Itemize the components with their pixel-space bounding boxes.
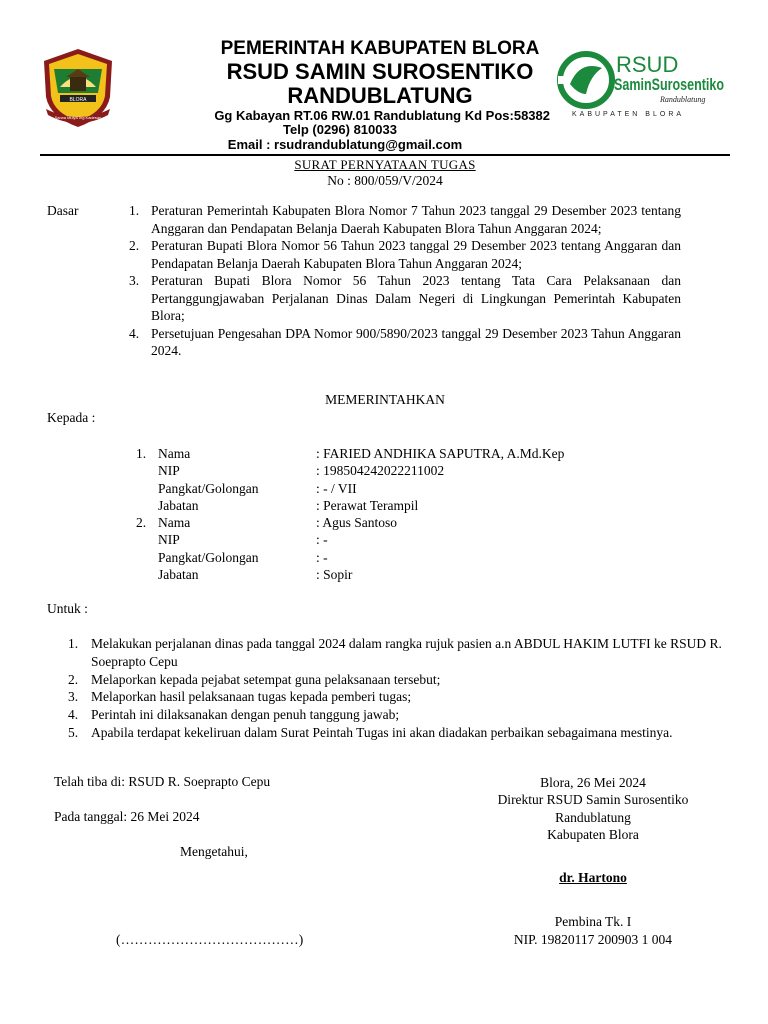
dasar-item-text: Peraturan Bupati Blora Nomor 56 Tahun 2023 tentang Tata Cara Pelaksanaan dan Pertanggungjawaban Perjalanan Dinas Dalam Negeri di Lingkungan Pemerintah Kabupaten Blora; [151, 273, 681, 323]
signatory-name: dr. Hartono [559, 870, 627, 885]
task-number: 5. [68, 724, 79, 740]
task-text: Perintah ini dilaksanakan dengan penuh tanggung jawab; [91, 707, 400, 723]
blora-regency-emblem-icon [40, 47, 116, 129]
person-field-label: Jabatan [158, 567, 199, 583]
task-list [68, 635, 728, 742]
person-field-label: Pangkat/Golongan [158, 480, 259, 496]
person-field-value: : - / VII [316, 480, 357, 496]
person-field-value: : Agus Santoso [316, 515, 398, 531]
letterhead-line2: RSUD SAMIN SUROSENTIKO [226, 59, 534, 84]
letterhead-line3: RANDUBLATUNG [287, 83, 473, 108]
dasar-item-number: 4. [129, 325, 140, 341]
task-item [68, 706, 728, 724]
signatory-rank: Pembina Tk. I [554, 914, 632, 929]
kepada-label: Kepada : [47, 410, 96, 425]
letterhead-divider [40, 154, 730, 156]
task-item [68, 724, 728, 742]
task-number: 1. [68, 636, 79, 651]
letterhead-email: Email : rsudrandublatung@gmail.com [227, 137, 463, 152]
person-field-row [130, 514, 690, 531]
person-field-label: Jabatan [158, 497, 199, 513]
person-field-label: Pangkat/Golongan [158, 549, 259, 565]
person-field-value: : Perawat Terampil [316, 497, 419, 513]
task-number: 3. [68, 689, 79, 705]
task-number: 4. [68, 707, 79, 723]
task-text: Melaporkan kepada pejabat setempat guna pelaksanaan tersebut; [91, 671, 441, 687]
letterhead-line1: PEMERINTAH KABUPATEN BLORA [220, 38, 540, 59]
dasar-item-text: Peraturan Pemerintah Kabupaten Blora Nomor 7 Tahun 2023 tanggal 29 Desember 2023 tentang Anggaran dan Pendapatan Belanja Daerah Kabupaten Blora Tahun Anggaran 2024; [151, 203, 681, 236]
person-field-label: Nama [158, 515, 191, 531]
untuk-label: Untuk : [47, 601, 88, 616]
person-field-label: NIP [158, 532, 180, 548]
dasar-item-text: Persetujuan Pengesahan DPA Nomor 900/5890/2023 tanggal 29 Desember 2023 Tahun Anggaran 2024. [151, 325, 681, 358]
dasar-item [125, 272, 681, 325]
signatory-position-line2: Randublatung [555, 810, 631, 825]
arrived-at-text: Telah tiba di: RSUD R. Soeprapto Cepu [54, 774, 271, 789]
blank-signature-line: (…………………………………) [116, 932, 304, 947]
person-field-value: : - [316, 549, 328, 565]
person-number: 1. [136, 446, 147, 461]
signatory-position-line1: Direktur RSUD Samin Surosentiko [497, 792, 689, 807]
person-field-label: Nama [158, 446, 191, 461]
person-field-row [130, 549, 690, 566]
signatory-position-line3: Kabupaten Blora [547, 827, 639, 842]
dasar-label: Dasar [47, 203, 79, 218]
rsud-samin-surosentiko-logo-icon [556, 50, 726, 120]
dasar-item-number: 3. [129, 273, 140, 288]
person-field-value: : FARIED ANDHIKA SAPUTRA, A.Md.Kep [316, 446, 565, 461]
emblem-motto-text: Sarwa Mulya Ing Kadesan [54, 115, 102, 120]
person-field-row [130, 445, 690, 462]
person-field-value: : 198504242022211002 [316, 463, 445, 479]
person-field-row [130, 497, 690, 514]
dasar-item [125, 237, 681, 272]
person-list [130, 445, 690, 583]
person-field-value: : Sopir [316, 567, 353, 583]
dasar-list [125, 202, 681, 360]
logo-main-text: SaminSurosentiko [614, 75, 724, 94]
task-number: 2. [68, 671, 79, 687]
dasar-item-number: 2. [129, 238, 140, 253]
arrival-date-text: Pada tanggal: 26 Mei 2024 [54, 809, 200, 824]
person-number: 2. [136, 515, 147, 531]
person-field-row [130, 480, 690, 497]
logo-script-text: Randublatung [660, 95, 706, 104]
task-text: Melaporkan hasil pelaksanaan tugas kepada pemberi tugas; [91, 689, 412, 705]
task-text: Apabila terdapat kekeliruan dalam Surat Peintah Tugas ini akan diadakan perbaikan sebagaimana mestinya. [91, 724, 673, 740]
logo-rsud-text: RSUD [616, 52, 679, 77]
dasar-item [125, 325, 681, 360]
dasar-item [125, 202, 681, 237]
task-text: Melakukan perjalanan dinas pada tanggal 2024 dalam rangka rujuk pasien a.n ABDUL HAKIM LUTFI ke RSUD R. Soeprapto Cepu [91, 636, 722, 669]
document-title: SURAT PERNYATAAN TUGAS [294, 157, 476, 172]
letterhead-phone: Telp (0296) 810033 [283, 122, 397, 137]
person-field-label: NIP [158, 463, 180, 479]
task-item [68, 688, 728, 706]
person-field-row [130, 531, 690, 548]
person-field-row [130, 462, 690, 479]
letterhead-address: Gg Kabayan RT.06 RW.01 Randublatung Kd Pos:58382 [214, 108, 550, 123]
acknowledged-label: Mengetahui, [180, 844, 248, 859]
person-field-row [130, 566, 690, 583]
signature-date: Blora, 26 Mei 2024 [540, 775, 646, 790]
signatory-nip: NIP. 19820117 200903 1 004 [513, 932, 673, 947]
logo-bottom-text: KABUPATEN BLORA [572, 111, 685, 118]
person-field-value: : - [316, 532, 328, 548]
dasar-item-number: 1. [129, 203, 140, 218]
document-number: No : 800/059/V/2024 [327, 173, 443, 188]
emblem-banner-text: BLORA [69, 97, 87, 103]
memerintahkan-heading: MEMERINTAHKAN [325, 392, 445, 407]
task-item [68, 635, 728, 671]
task-item [68, 671, 728, 689]
dasar-item-text: Peraturan Bupati Blora Nomor 56 Tahun 2023 tanggal 29 Desember 2023 tentang Anggaran dan Pendapatan Belanja Daerah Kabupaten Blora Tahun Anggaran 2024; [151, 238, 681, 271]
